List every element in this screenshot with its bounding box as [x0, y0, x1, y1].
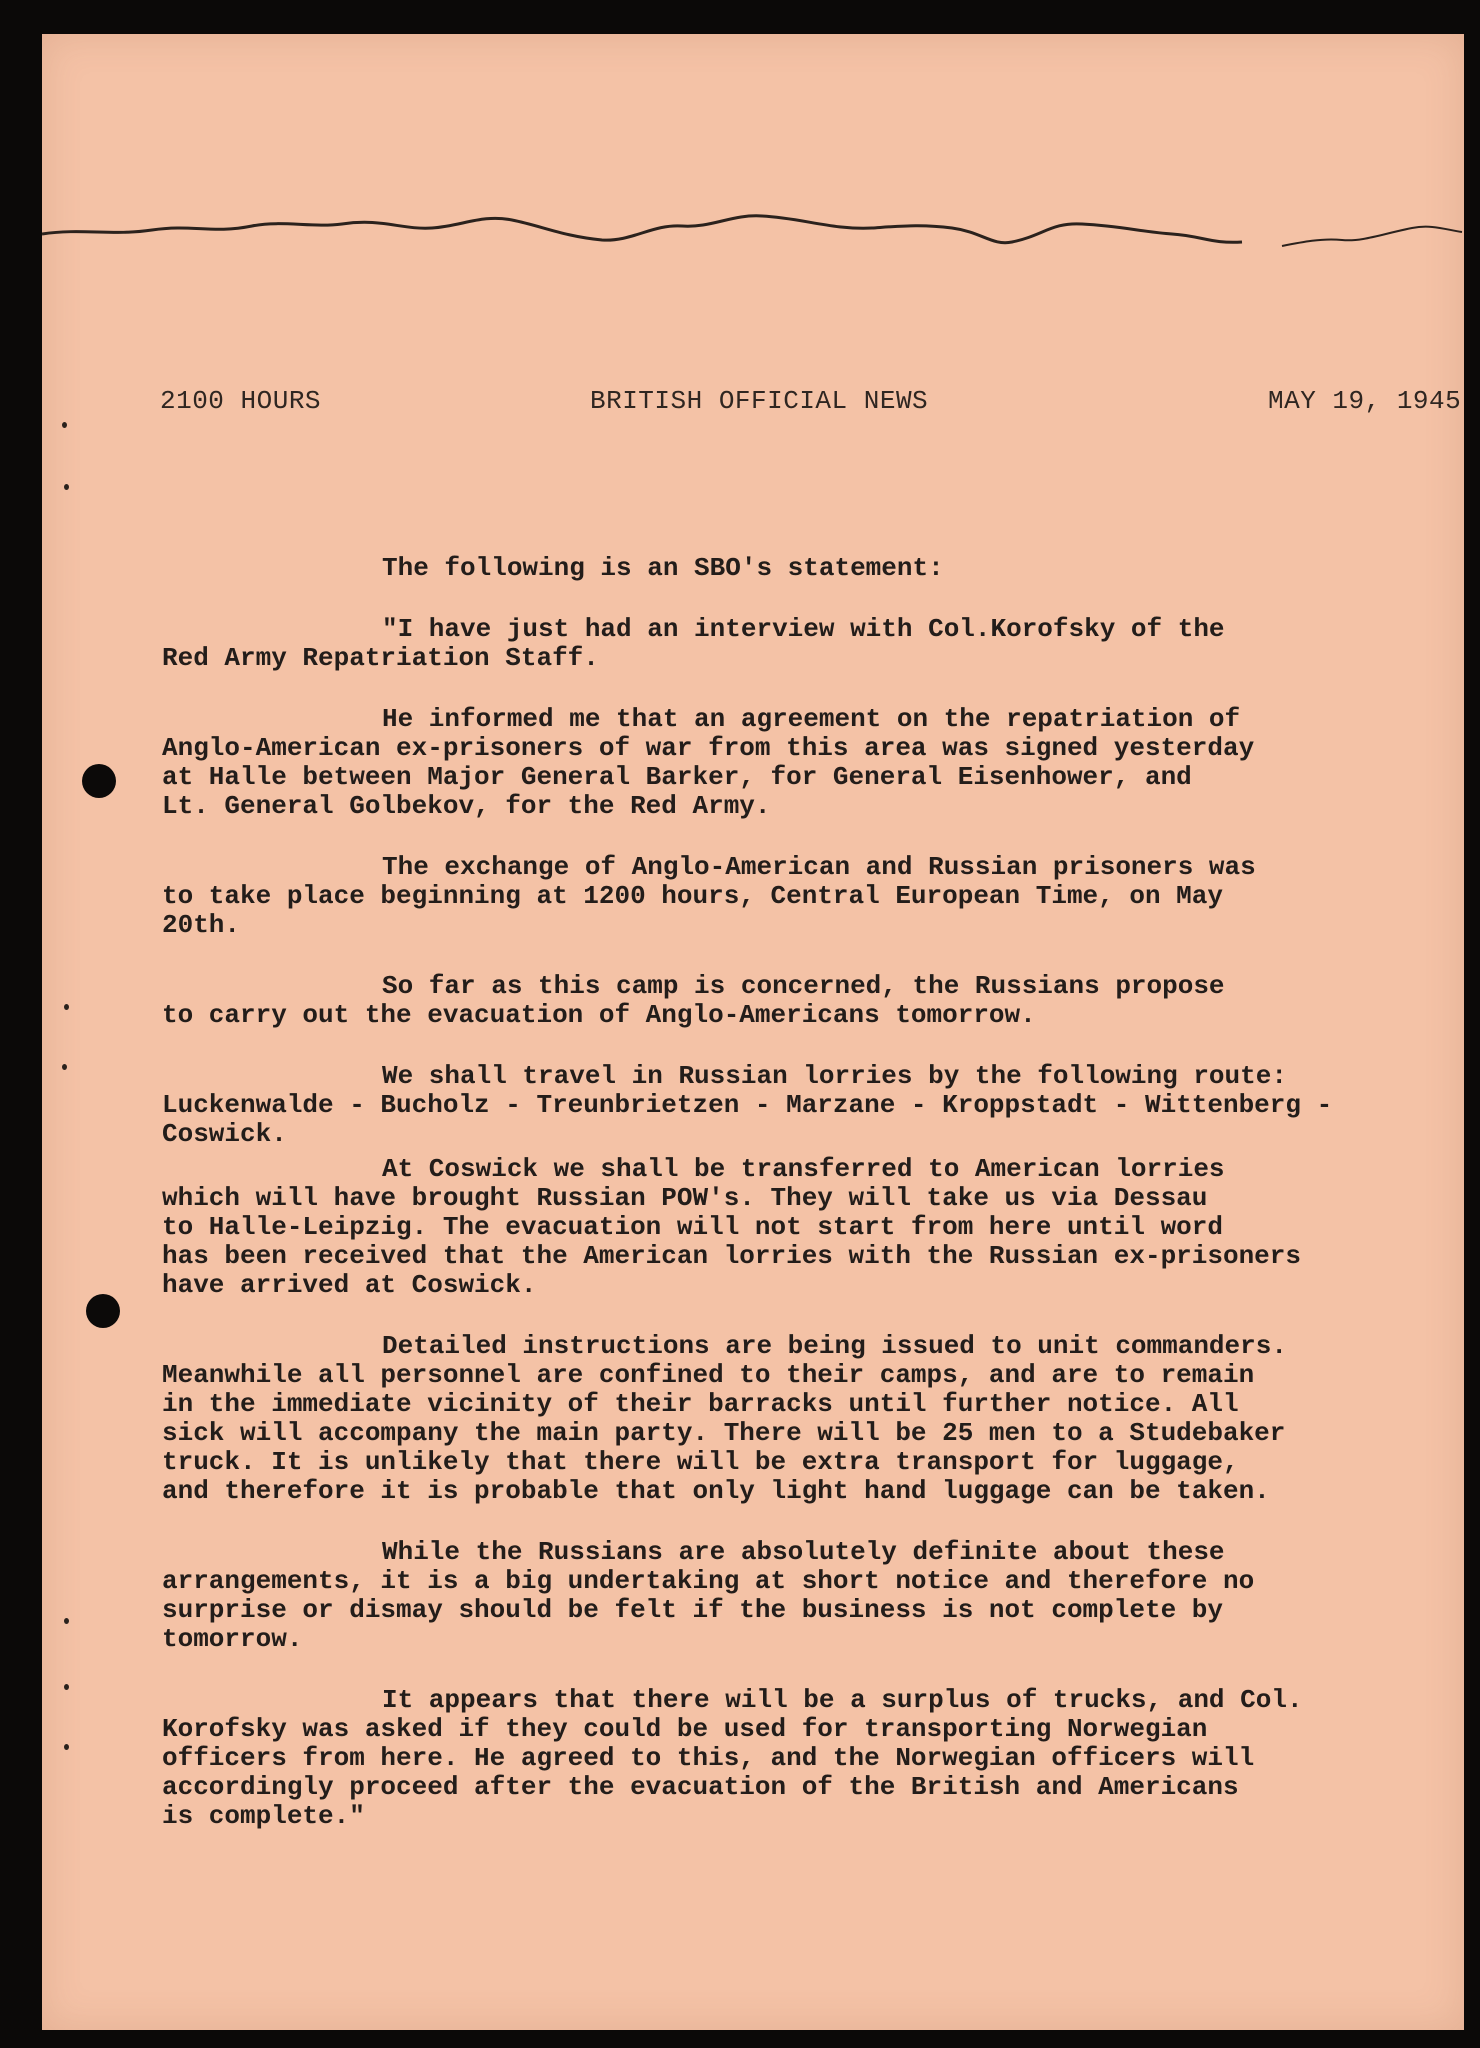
- header-time: 2100 HOURS: [160, 386, 322, 416]
- paragraph: While the Russians are absolutely definite about these arrangements, it is a big undertaking at short notice and therefore no surprise or dismay should be felt if the business is not complete by tomorrow.: [162, 1537, 1255, 1654]
- statement-body: [162, 554, 1442, 1863]
- margin-mark: [64, 1004, 69, 1010]
- document-page: [42, 34, 1464, 2030]
- paragraph: He informed me that an agreement on the repatriation of Anglo-American ex-prisoners of war from this area was signed yesterday at Halle between Major General Barker, for General Eisenhower, and Lt. General Golbekov, for the Red Army.: [162, 704, 1255, 821]
- margin-mark: [64, 484, 69, 490]
- header-date: MAY 19, 1945: [1268, 386, 1462, 416]
- margin-mark: [62, 1064, 67, 1070]
- torn-edge-line: [42, 184, 1464, 274]
- margin-mark: [62, 422, 67, 428]
- header-title: BRITISH OFFICIAL NEWS: [590, 386, 929, 416]
- punch-hole: [82, 764, 116, 798]
- paragraph: So far as this camp is concerned, the Russians propose to carry out the evacuation of Anglo-Americans tomorrow.: [162, 971, 1225, 1030]
- statement-lead: The following is an SBO's statement:: [382, 553, 944, 583]
- paragraph: We shall travel in Russian lorries by the following route: Luckenwalde - Bucholz - Treunbrietzen - Marzane - Kroppstadt - Wittenberg - Coswick.: [162, 1061, 1333, 1149]
- margin-mark: [64, 1744, 69, 1750]
- paragraph: At Coswick we shall be transferred to American lorries which will have brought Russian POW's. They will take us via Dessau to Halle-Leipzig. The evacuation will not start from here until word has been received that the American lorries with the Russian ex-prisoners have arrived at Coswick.: [162, 1154, 1301, 1300]
- margin-mark: [64, 1684, 69, 1690]
- paragraph: It appears that there will be a surplus of trucks, and Col. Korofsky was asked if they could be used for transporting Norwegian officers from here. He agreed to this, and the Norwegian officers will accordingly proceed after the evacuation of the British and Americans is complete.": [162, 1685, 1303, 1831]
- paragraph: The exchange of Anglo-American and Russian prisoners was to take place beginning at 1200 hours, Central European Time, on May 20th.: [162, 852, 1256, 940]
- punch-hole: [86, 1294, 120, 1328]
- paragraph: "I have just had an interview with Col.Korofsky of the Red Army Repatriation Staff.: [162, 614, 1225, 673]
- margin-mark: [64, 1618, 69, 1624]
- paragraph: Detailed instructions are being issued to unit commanders. Meanwhile all personnel are confined to their camps, and are to remain in the immediate vicinity of their barracks until further notice. All sick will accompany the main party. There will be 25 men to a Studebaker truck. It is unlikely that there will be extra transport for luggage, and therefore it is probable that only light hand luggage can be taken.: [162, 1331, 1287, 1506]
